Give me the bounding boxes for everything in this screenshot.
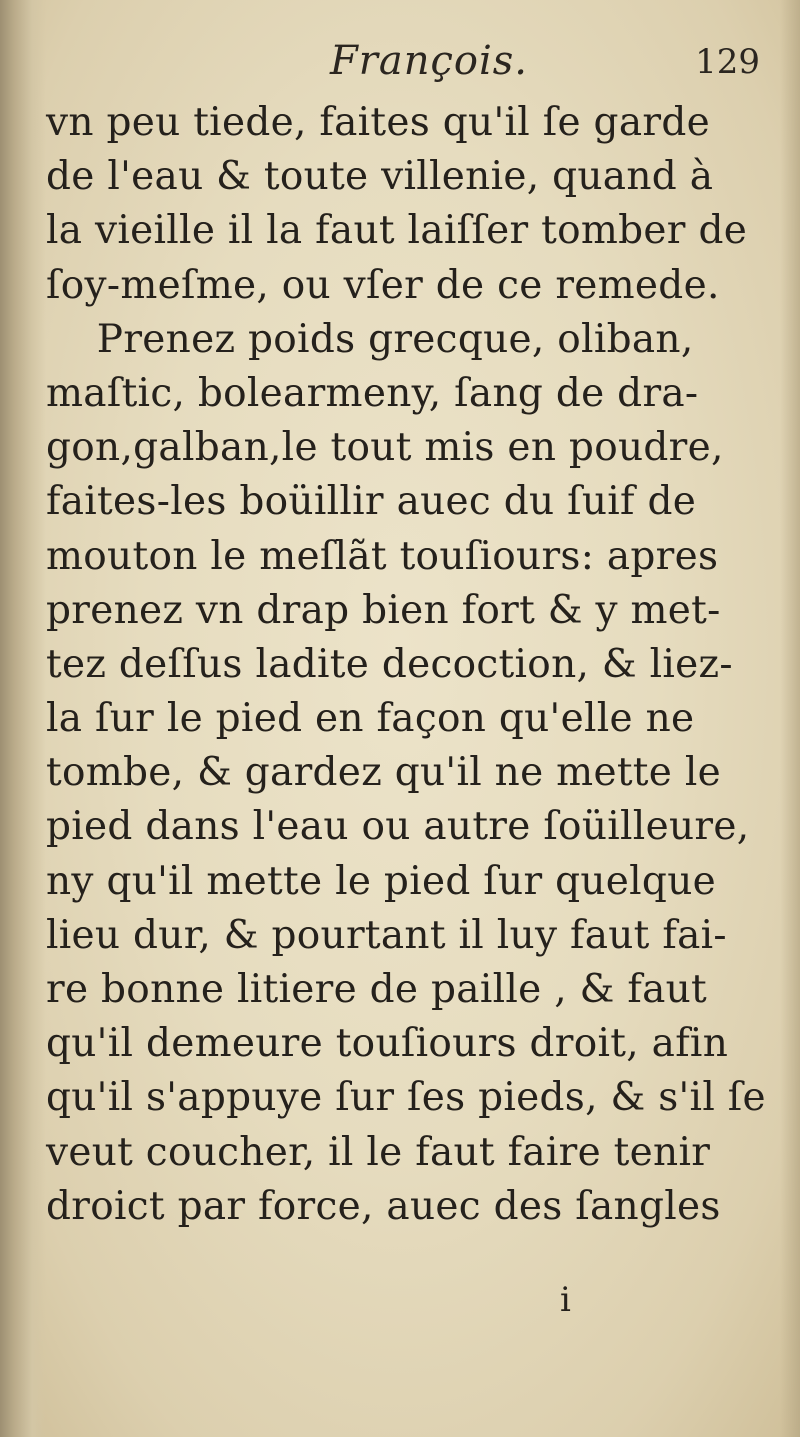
text-line: vn peu tiede, faites qu'il ſe garde	[46, 100, 710, 145]
text-line: prenez vn drap bien fort & y met-	[46, 587, 721, 633]
text-line: de l'eau & toute villenie, quand à	[46, 154, 714, 200]
page-number: 129	[695, 42, 760, 82]
text-line: Prenez poids grecque, oliban,	[46, 316, 694, 362]
body-text	[46, 96, 766, 1234]
text-line: qu'il s'appuye ſur ſes pieds, & s'il ſe	[46, 1075, 766, 1121]
text-line: la vieille il la faut laiſſer tomber de	[46, 208, 748, 254]
text-line: tez deſſus ladite decoction, & liez-	[46, 641, 733, 687]
running-head	[60, 38, 760, 98]
page-gutter-shadow	[0, 0, 46, 1437]
text-line: tombe, & gardez qu'il ne mette le	[46, 750, 722, 796]
text-line: maſtic, bolearmeny, ſang de dra-	[46, 370, 699, 416]
text-line: droict par force, auec des ſangles	[46, 1183, 721, 1229]
text-line: mouton le meſlãt touſiours: apres	[46, 533, 719, 579]
catchword: i	[560, 1280, 571, 1320]
text-line: ny qu'il mette le pied ſur quelque	[46, 858, 717, 904]
page-edge-shadow	[780, 0, 800, 1437]
running-head-title: François.	[330, 38, 529, 84]
text-line: pied dans l'eau ou autre ſoüilleure,	[46, 804, 750, 850]
text-line: la ſur le pied en façon qu'elle ne	[46, 696, 695, 742]
text-line: gon,galban,le tout mis en poudre,	[46, 425, 724, 471]
text-line: qu'il demeure touſiours droit, afin	[46, 1021, 729, 1067]
text-line: veut coucher, il le faut faire tenir	[46, 1129, 711, 1175]
text-line: ſoy-meſme, ou vſer de ce remede.	[46, 262, 720, 308]
text-line: re bonne litiere de paille , & faut	[46, 967, 708, 1012]
text-line: faites-les boüillir auec du ſuif de	[46, 479, 697, 525]
text-line: lieu dur, & pourtant il luy faut fai-	[46, 912, 727, 958]
